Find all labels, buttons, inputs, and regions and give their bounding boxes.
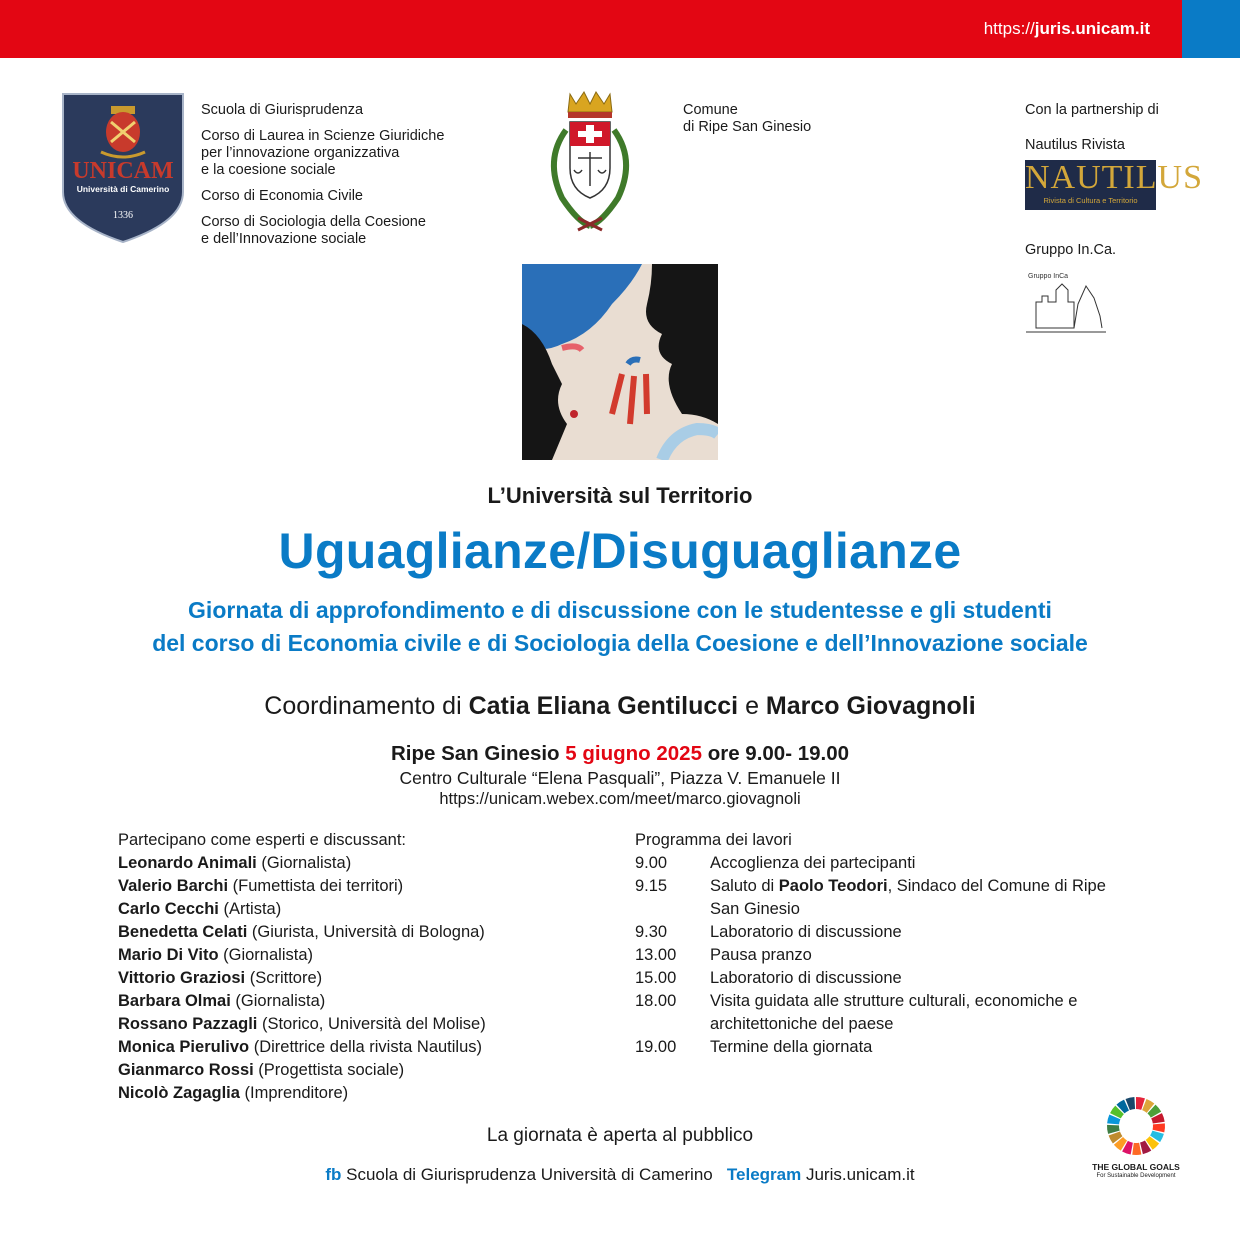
unicam-logo — [61, 92, 185, 244]
svg-text:Università di Camerino: Università di Camerino — [76, 184, 170, 194]
nautilus-logo — [1025, 159, 1203, 210]
comune-line2: di Ripe San Ginesio — [683, 119, 812, 135]
participant-role: (Giornalista) — [256, 854, 352, 872]
participant-item — [118, 967, 486, 990]
program-time: 15.00 — [635, 969, 677, 987]
program-item — [635, 852, 1135, 875]
participant-role: (Imprenditore) — [239, 1084, 349, 1102]
program-desc: Laboratorio di discussione — [710, 923, 902, 941]
participant-item — [118, 921, 486, 944]
program-desc: Laboratorio di discussione — [710, 969, 902, 987]
top-bar-accent — [1182, 0, 1240, 58]
program-item — [635, 990, 1135, 1036]
participant-role: (Artista) — [218, 900, 282, 918]
participant-item — [118, 944, 486, 967]
program-desc: Termine della giornata — [710, 1038, 873, 1056]
participant-role: (Scrittore) — [245, 969, 323, 987]
subtitle-line2: del corso di Economia civile e di Sociologia della Coesione e dell’Innovazione sociale — [152, 630, 1088, 656]
global-goals-sub: For Sustainable Development — [1096, 1173, 1176, 1179]
participant-name: Carlo Cecchi — [118, 900, 219, 918]
participant-name: Mario Di Vito — [118, 946, 219, 964]
event-date: 5 giugno 2025 — [565, 742, 702, 765]
comune-line1: Comune — [683, 102, 738, 118]
artwork-image — [522, 264, 718, 460]
subtitle-line1: Giornata di approfondimento e di discussione con le studentesse e gli studenti — [188, 597, 1052, 623]
global-goals-title: THE GLOBAL GOALS — [1092, 1162, 1180, 1172]
participant-name: Rossano Pazzagli — [118, 1015, 258, 1033]
program-desc: Visita guidata alle strutture culturali, economiche e architettoniche del paese — [710, 992, 1078, 1033]
participant-role: (Progettista sociale) — [253, 1061, 405, 1079]
participant-name: Gianmarco Rossi — [118, 1061, 254, 1079]
open-to-public: La giornata è aperta al pubblico — [486, 1125, 754, 1146]
program-time: 9.15 — [635, 877, 668, 895]
participants-heading: Partecipano come esperti e discussant: — [118, 831, 406, 849]
participant-item — [118, 1013, 486, 1036]
school-block — [201, 102, 501, 257]
svg-text:Gruppo InCa: Gruppo InCa — [1028, 273, 1069, 280]
program-time: 9.00 — [635, 854, 668, 872]
program-time: 18.00 — [635, 992, 677, 1010]
sdg-wheel-icon — [1088, 1095, 1184, 1157]
comune-label — [683, 102, 811, 136]
program-heading: Programma dei lavori — [635, 831, 792, 849]
participant-item — [118, 1036, 486, 1059]
participant-name: Benedetta Celati — [118, 923, 248, 941]
participant-role: (Giurista, Università di Bologna) — [247, 923, 485, 941]
participant-name: Monica Pierulivo — [118, 1038, 250, 1056]
program-desc: Pausa pranzo — [710, 946, 812, 964]
nautilus-logo-text: NAUTILUS — [1025, 159, 1203, 196]
global-goals-logo — [1088, 1095, 1184, 1185]
course-scienze-giuridiche: Corso di Laurea in Scienze Giuridiche per l’innovazione organizzativa e la coesione sociale — [201, 128, 445, 178]
participant-name: Barbara Olmai — [118, 992, 231, 1010]
participant-name: Valerio Barchi — [118, 877, 229, 895]
event-when — [0, 742, 1240, 766]
program-desc: Saluto di Paolo Teodori, Sindaco del Comune di Ripe San Ginesio — [710, 877, 1106, 918]
site-url[interactable]: https://juris.unicam.it — [983, 19, 1150, 38]
program-list — [635, 829, 1135, 1059]
coord-and: e — [738, 692, 766, 720]
program-item — [635, 921, 1135, 944]
program-item — [635, 1036, 1135, 1059]
participant-item — [118, 990, 486, 1013]
participant-role: (Direttrice della rivista Nautilus) — [249, 1038, 483, 1056]
webex-link[interactable]: https://unicam.webex.com/meet/marco.giovagnoli — [439, 790, 801, 808]
participant-item — [118, 875, 486, 898]
course-economia-civile: Corso di Economia Civile — [201, 188, 363, 204]
participant-item — [118, 1082, 486, 1105]
event-venue: Centro Culturale “Elena Pasquali”, Piazza V. Emanuele II — [399, 768, 841, 788]
telegram-text[interactable]: Juris.unicam.it — [801, 1165, 915, 1184]
event-subtitle — [0, 594, 1240, 660]
participant-role: (Giornalista) — [218, 946, 313, 964]
fb-tag[interactable]: fb — [325, 1165, 342, 1184]
fb-text[interactable]: Scuola di Giurisprudenza Università di Camerino — [341, 1165, 713, 1184]
participant-role: (Storico, Università del Molise) — [257, 1015, 486, 1033]
event-tagline: L’Università sul Territorio — [487, 483, 753, 508]
program-item — [635, 944, 1135, 967]
telegram-tag[interactable]: Telegram — [726, 1165, 802, 1184]
participant-name: Leonardo Animali — [118, 854, 257, 872]
coordination — [0, 692, 1240, 721]
participants-list — [118, 829, 486, 1105]
school-name: Scuola di Giurisprudenza — [201, 102, 364, 118]
nautilus-tagline: Rivista di Cultura e Territorio — [1043, 196, 1138, 205]
event-title: Uguaglianze/Disuguaglianze — [278, 523, 962, 579]
event-place: Ripe San Ginesio — [390, 742, 566, 765]
program-item — [635, 967, 1135, 990]
sdg-segment — [1153, 1123, 1165, 1132]
participant-name: Nicolò Zagaglia — [118, 1084, 240, 1102]
nautilus-label: Nautilus Rivista — [1025, 137, 1125, 153]
coordinator-2: Marco Giovagnoli — [765, 692, 976, 720]
partnership-intro: Con la partnership di — [1025, 102, 1159, 118]
course-sociologia: Corso di Sociologia della Coesione e dell’Innovazione sociale — [201, 214, 426, 247]
coordinator-1: Catia Eliana Gentilucci — [468, 692, 739, 720]
event-hours: ore 9.00- 19.00 — [702, 742, 850, 765]
participant-role: (Fumettista dei territori) — [228, 877, 404, 895]
participant-role: (Giornalista) — [230, 992, 326, 1010]
participant-item — [118, 1059, 486, 1082]
program-item — [635, 875, 1135, 921]
program-time: 13.00 — [635, 946, 677, 964]
program-time: 9.30 — [635, 923, 668, 941]
svg-text:1336: 1336 — [113, 210, 133, 221]
inca-label: Gruppo In.Ca. — [1025, 242, 1117, 258]
svg-text:UNICAM: UNICAM — [72, 158, 174, 184]
sdg-segment — [1132, 1143, 1141, 1155]
program-desc: Accoglienza dei partecipanti — [710, 854, 916, 872]
inca-logo — [1022, 268, 1108, 340]
social-links — [0, 1165, 1240, 1185]
program-time: 19.00 — [635, 1038, 677, 1056]
participant-item — [118, 852, 486, 875]
participant-name: Vittorio Graziosi — [118, 969, 246, 987]
participant-item — [118, 898, 486, 921]
comune-coat-of-arms — [540, 90, 640, 235]
coord-prefix: Coordinamento di — [264, 692, 469, 720]
